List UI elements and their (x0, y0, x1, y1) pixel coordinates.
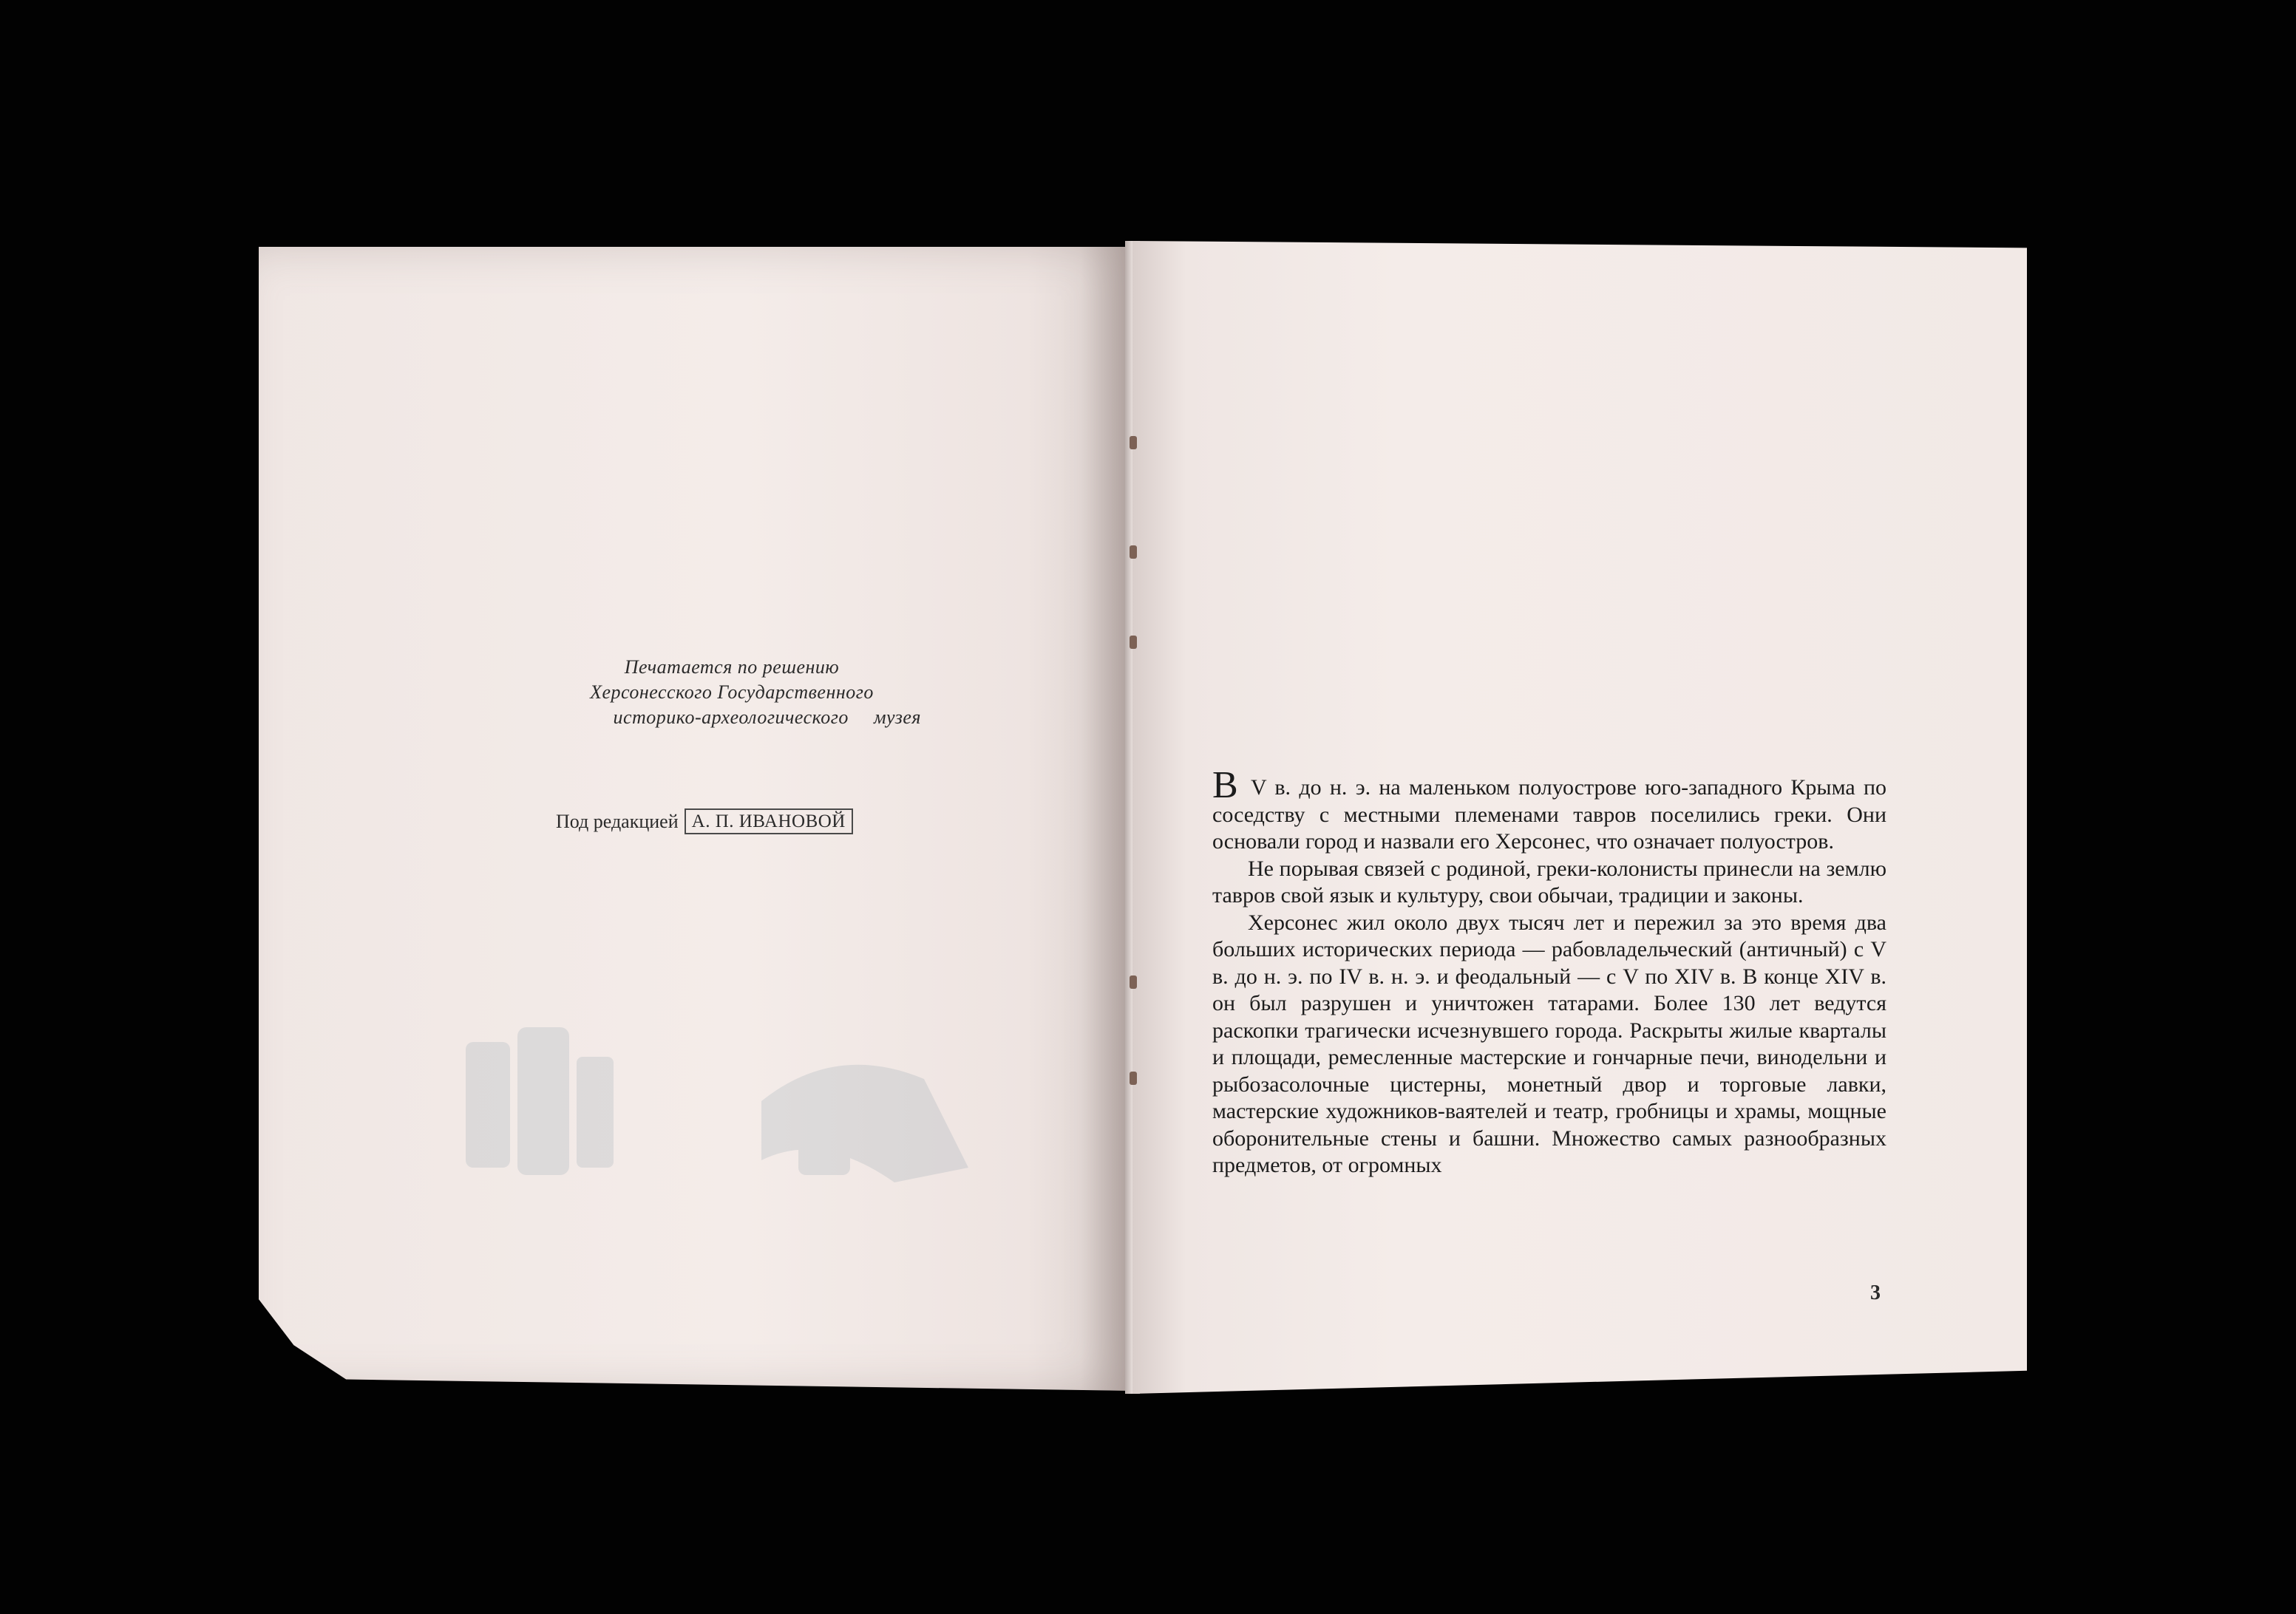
imprint-line: Печатается по решению (624, 656, 840, 678)
binding-mark (1130, 545, 1137, 559)
paragraph: Не порывая связей с родиной, греки-колонисты принесли на землю тавров свой язык и культуру, свои обычаи, традиции и законы. (1212, 856, 1886, 908)
binding-mark (1130, 1072, 1137, 1085)
editor-label: Под редакцией (556, 810, 679, 832)
imprint-line: музея (873, 706, 921, 728)
paragraph (1212, 764, 1886, 856)
paragraph: Херсонес жил около двух тысяч лет и пережил за это время два больших исторических периода — рабовладельческий (античный) с V в. до н. э. по IV в. н. э. и феодальный — с V по XIV в. В конце XIV в. он был разрушен и уничтожен татарами. Более 130 лет ведутся раскопки трагически исчезнувшего города. Раскрыты жилые кварталы и площади, ремесленные мастерские и гончарные печи, винодельни и рыбозасолочные цистерны, монетный двор и торговые лавки, мастерские художников-ваятелей и театр, гробницы и храмы, мощные оборонительные стены и башни. Множество самых разнообразных предметов, от огромных (1212, 910, 1886, 1177)
binding-mark (1130, 975, 1137, 989)
paragraph-text: V в. до н. э. на маленьком полуострове юго-западного Крыма по соседству с местными племенами тавров поселились греки. Они основали город и назвали его Херсонес, что означает полуостров. (1212, 775, 1886, 854)
body-text (1212, 764, 1886, 1179)
show-through-ghost-image (451, 1012, 998, 1205)
imprint-line-group (540, 705, 924, 730)
editor-credit (556, 808, 853, 834)
binding-mark (1130, 436, 1137, 449)
editor-name-stamp: А. П. ИВАНОВОЙ (685, 808, 853, 834)
dropcap-letter: В (1212, 764, 1238, 806)
imprint-line: историко-археологического (613, 706, 849, 728)
binding-mark (1130, 636, 1137, 649)
imprint-line: Херсонесского Государственного (590, 681, 874, 703)
page-number: 3 (1870, 1281, 1881, 1304)
imprint-notice (540, 655, 924, 730)
